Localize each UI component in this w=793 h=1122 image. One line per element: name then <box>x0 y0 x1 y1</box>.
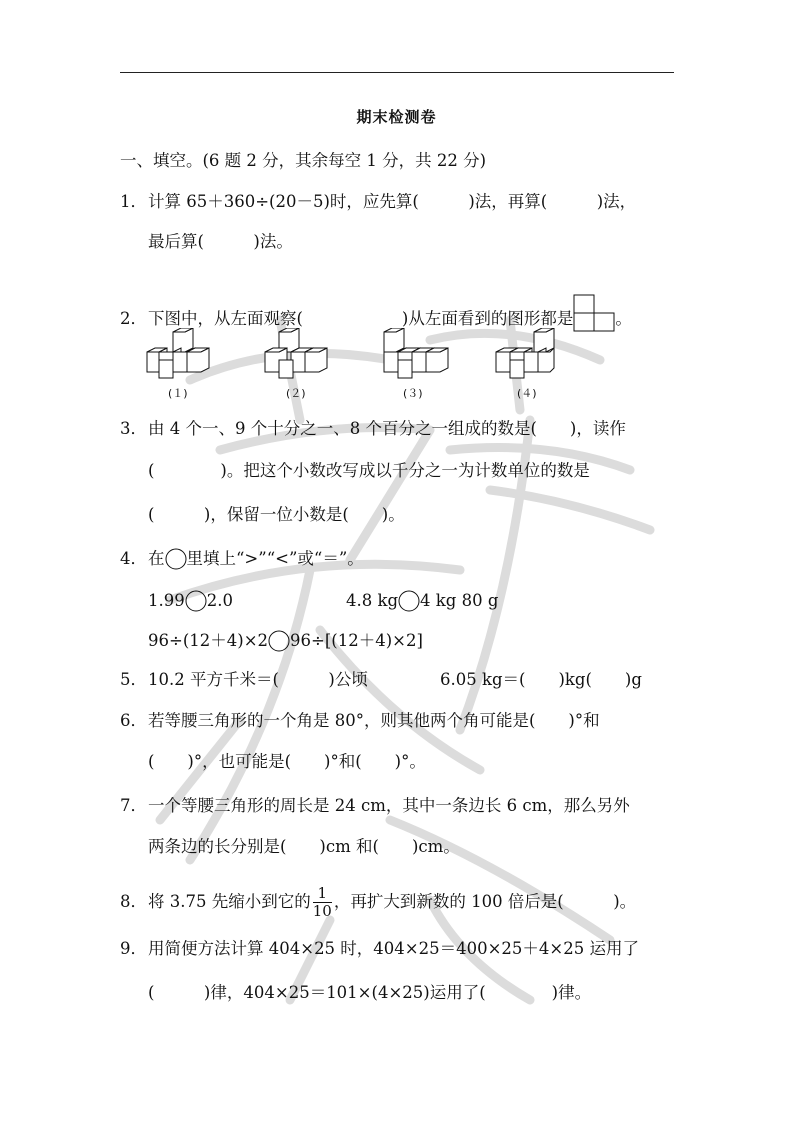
question-number: 9． <box>120 939 147 958</box>
fraction <box>313 885 332 920</box>
fraction-numerator: 1 <box>313 885 332 903</box>
question-4 <box>120 548 364 570</box>
question-1 <box>120 191 636 213</box>
question-5-part2: 6.05 kg＝( )kg( )g <box>440 670 642 689</box>
question-9-cont: ( )律，404×25＝101×(4×25)运用了( )律。 <box>148 983 592 1002</box>
compare-a-left: 1.99 <box>148 591 185 610</box>
question-text: 计算 65＋360÷(20－5)时，应先算( )法，再算( )法， <box>148 192 637 211</box>
question-number: 6． <box>120 711 147 730</box>
compare-c-left: 96÷(12＋4)×2 <box>148 631 269 650</box>
circle-blank-icon[interactable] <box>398 590 420 612</box>
figure-caption-2: (２) <box>286 387 306 400</box>
left-view-shape-icon <box>573 294 615 332</box>
circle-blank-icon[interactable] <box>185 590 207 612</box>
compare-a <box>148 590 233 612</box>
cube-figure-1 <box>145 328 215 380</box>
question-number: 2． <box>120 309 147 328</box>
question-number: 1． <box>120 192 147 211</box>
cube-figure-3 <box>380 328 450 380</box>
question-text: 将 3.75 先缩小到它的 <box>148 892 311 911</box>
question-text: 用简便方法计算 404×25 时，404×25＝400×25＋4×25 运用了 <box>148 939 639 958</box>
section-heading: 一、填空。(6 题 2 分，其余每空 1 分，共 22 分) <box>120 151 487 170</box>
question-6 <box>120 710 600 732</box>
question-text-post: ，再扩大到新数的 100 倍后是( )。 <box>333 892 637 911</box>
question-number: 3． <box>120 419 147 438</box>
question-text-post: 里填上“>”“<”或“＝”。 <box>186 549 364 568</box>
question-3 <box>120 418 626 440</box>
question-text: 在 <box>148 549 165 568</box>
question-text: 若等腰三角形的一个角是 80°，则其他两个角可能是( )°和 <box>148 711 600 730</box>
question-1-cont: 最后算( )法。 <box>148 232 293 251</box>
compare-c <box>148 630 423 652</box>
compare-a-right: 2.0 <box>206 591 233 610</box>
fraction-denominator: 10 <box>312 902 332 920</box>
circle-blank-icon[interactable] <box>268 630 290 652</box>
question-3-cont2: ( )，保留一位小数是( )。 <box>148 505 405 524</box>
question-text: 下图中，从左面观察( )从左面看到的图形都是 <box>148 309 574 328</box>
question-text-end: 。 <box>615 309 632 328</box>
question-5 <box>120 669 368 691</box>
question-number: 8． <box>120 892 147 911</box>
compare-b-left: 4.8 kg <box>346 591 399 610</box>
figure-caption-3: (３) <box>403 387 423 400</box>
page-title: 期末检测卷 <box>356 108 437 126</box>
question-text: 一个等腰三角形的周长是 24 cm，其中一条边长 6 cm，那么另外 <box>148 796 630 815</box>
question-9 <box>120 938 639 960</box>
figure-caption-1: (１) <box>168 387 188 400</box>
header-rule <box>120 72 674 73</box>
circle-blank-icon <box>165 548 187 570</box>
question-text: 由 4 个一、9 个十分之一、8 个百分之一组成的数是( )，读作 <box>148 419 626 438</box>
cube-figure-2 <box>263 328 333 380</box>
question-number: 4． <box>120 549 147 568</box>
question-3-cont1: ( )。把这个小数改写成以千分之一为计数单位的数是 <box>148 461 590 480</box>
cube-figure-4 <box>494 328 564 380</box>
question-number: 7． <box>120 796 147 815</box>
question-7-cont: 两条边的长分别是( )cm 和( )cm。 <box>148 837 460 856</box>
question-text: 10.2 平方千米＝( )公顷 <box>148 670 368 689</box>
question-2 <box>120 294 632 332</box>
figure-caption-4: (４) <box>517 387 537 400</box>
question-6-cont: ( )°，也可能是( )°和( )°。 <box>148 752 426 771</box>
compare-b-right: 4 kg 80 g <box>420 591 499 610</box>
question-number: 5． <box>120 670 147 689</box>
compare-c-right: 96÷[(12＋4)×2] <box>290 631 423 650</box>
compare-b <box>346 590 498 612</box>
question-8 <box>120 885 636 920</box>
question-7 <box>120 795 630 817</box>
